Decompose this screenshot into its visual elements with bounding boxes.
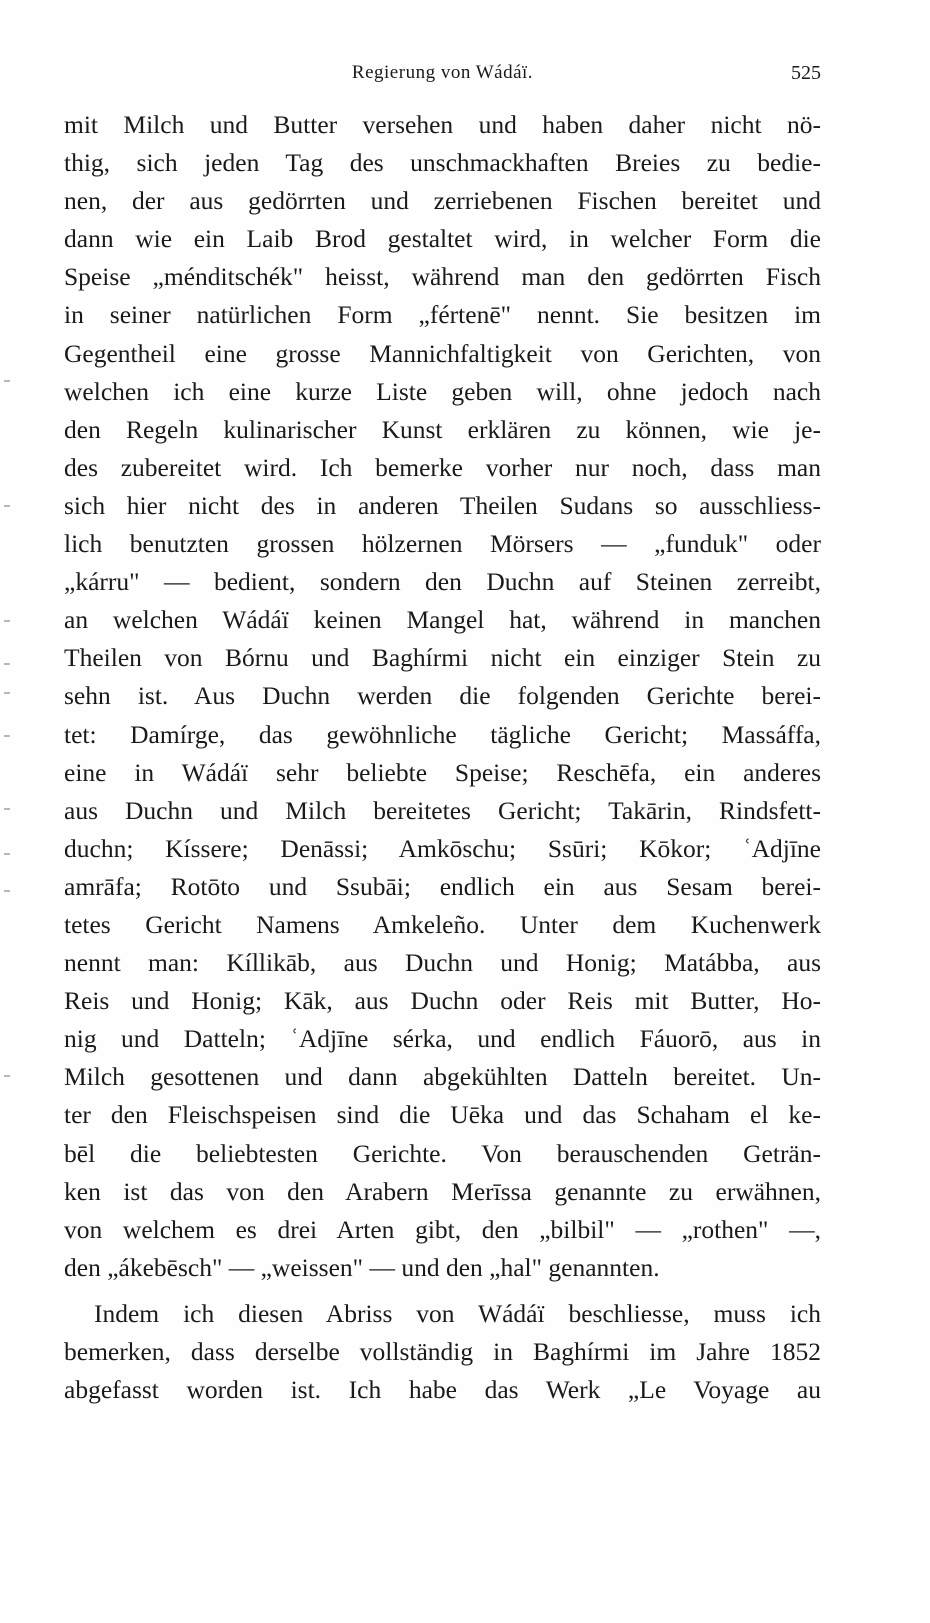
text-line: tetes Gericht Namens Amkeleño. Unter dem Kuchenwerk	[64, 909, 821, 939]
text-line: Milch gesottenen und dann abgekühlten Datteln bereitet. Un-	[64, 1062, 821, 1092]
text-line: Indem ich diesen Abriss von Wádáï beschliesse, muss ich	[94, 1298, 821, 1328]
margin-mark	[4, 853, 10, 855]
body-text	[64, 106, 821, 1409]
text-line: von welchem es drei Arten gibt, den „bilbil" — „rothen" —,	[64, 1214, 821, 1244]
paragraph-1	[64, 106, 821, 1287]
text-line: ter den Fleischspeisen sind die Uēka und das Schaham el ke-	[64, 1100, 821, 1130]
text-line: lich benutzten grossen hölzernen Mörsers — „funduk" oder	[64, 529, 821, 559]
text-line: eine in Wádáï sehr beliebte Speise; Reschēfa, ein anderes	[64, 757, 821, 787]
text-line: Speise „ménditschék" heisst, während man den gedörrten Fisch	[64, 262, 821, 292]
text-line: Theilen von Bórnu und Baghírmi nicht ein einziger Stein zu	[64, 643, 821, 673]
margin-mark	[4, 890, 10, 892]
text-line: bēl die beliebtesten Gerichte. Von berauschenden Geträn-	[64, 1138, 821, 1168]
text-line: in seiner natürlichen Form „fértenē" nennt. Sie besitzen im	[64, 300, 821, 330]
text-line: „kárru" — bedient, sondern den Duchn auf Steinen zerreibt,	[64, 567, 821, 597]
text-line: des zubereitet wird. Ich bemerke vorher nur noch, dass man	[64, 452, 821, 482]
text-line: abgefasst worden ist. Ich habe das Werk „Le Voyage au	[64, 1375, 821, 1405]
text-line: ken ist das von den Arabern Merīssa genannte zu erwähnen,	[64, 1176, 821, 1206]
margin-mark	[4, 505, 10, 507]
text-line: bemerken, dass derselbe vollständig in Baghírmi im Jahre 1852	[64, 1337, 821, 1366]
text-line: aus Duchn und Milch bereitetes Gericht; Takārin, Rindsfett-	[64, 795, 821, 825]
text-line: Gegentheil eine grosse Mannichfaltigkeit von Gerichten, von	[64, 338, 821, 368]
text-line: nennt man: Kíllikāb, aus Duchn und Honig; Matábba, aus	[64, 948, 821, 978]
margin-mark	[4, 620, 10, 622]
text-line: welchen ich eine kurze Liste geben will, ohne jedoch nach	[64, 376, 821, 406]
text-line: Reis und Honig; Kāk, aus Duchn oder Reis mit Butter, Ho-	[64, 986, 821, 1016]
text-line: an welchen Wádáï keinen Mangel hat, während in manchen	[64, 605, 821, 635]
text-line: duchn; Kíssere; Denāssi; Amkōschu; Ssūri; Kōkor; ʿAdjīne	[64, 833, 821, 863]
text-line: tet: Damírge, das gewöhnliche tägliche Gericht; Massáffa,	[64, 719, 821, 749]
page-number: 525	[791, 62, 821, 84]
text-line: sehn ist. Aus Duchn werden die folgenden Gerichte berei-	[64, 681, 821, 711]
text-line: dann wie ein Laib Brod gestaltet wird, in welcher Form die	[64, 224, 821, 254]
margin-mark	[4, 1075, 10, 1077]
margin-mark	[4, 808, 10, 810]
paragraph-2	[64, 1295, 821, 1409]
text-line: nen, der aus gedörrten und zerriebenen Fischen bereitet und	[64, 186, 821, 216]
text-line: den „ákebēsch" — „weissen" — und den „hal" genannten.	[64, 1252, 660, 1282]
paragraph-gap	[64, 1287, 821, 1295]
text-line: thig, sich jeden Tag des unschmackhaften Breies zu bedie-	[64, 148, 821, 178]
text-line: sich hier nicht des in anderen Theilen Sudans so ausschliess-	[64, 490, 821, 520]
running-head: Regierung von Wádáï.	[351, 62, 534, 83]
text-line: nig und Datteln; ʿAdjīne sérka, und endlich Fáuorō, aus in	[64, 1024, 821, 1054]
text-line: amrāfa; Rotōto und Ssubāi; endlich ein aus Sesam berei-	[64, 871, 821, 901]
margin-mark	[4, 692, 10, 694]
margin-mark	[4, 663, 10, 665]
margin-mark	[4, 735, 10, 737]
text-line: den Regeln kulinarischer Kunst erklären zu können, wie je-	[64, 414, 821, 444]
margin-mark	[4, 380, 10, 382]
text-line: mit Milch und Butter versehen und haben daher nicht nö-	[64, 110, 821, 139]
left-margin-artifacts	[0, 0, 30, 1623]
page-header	[64, 58, 821, 88]
